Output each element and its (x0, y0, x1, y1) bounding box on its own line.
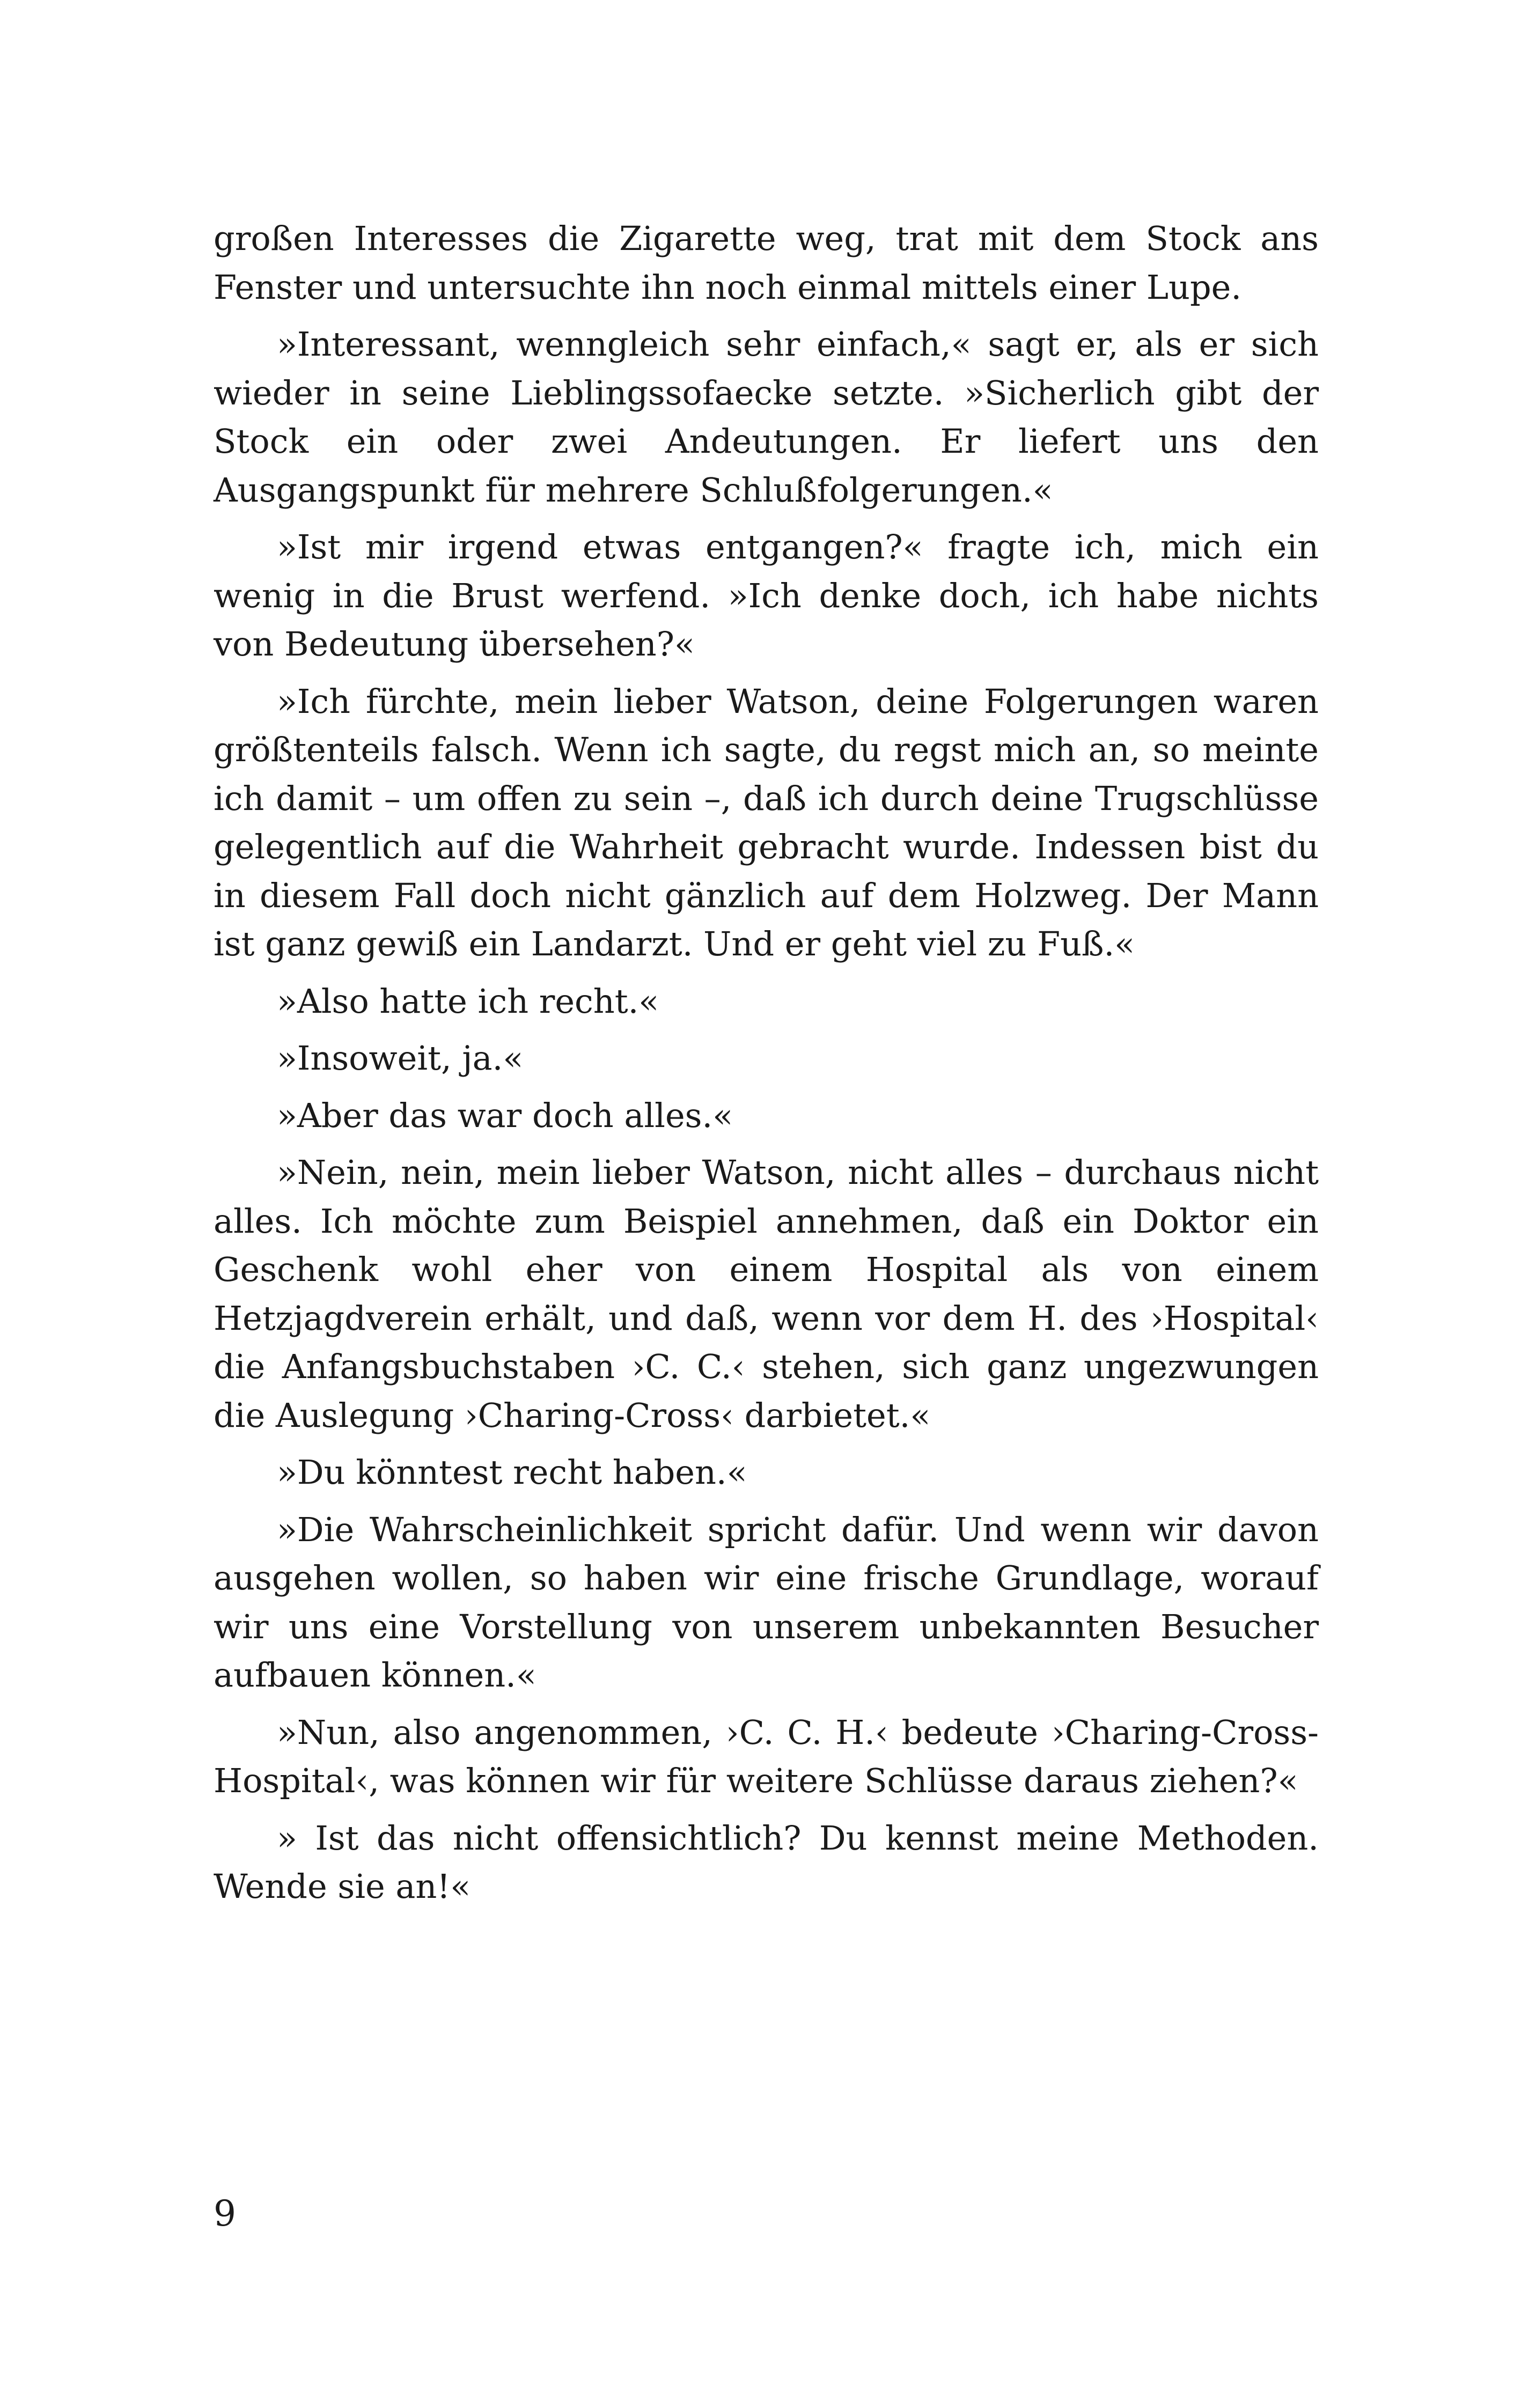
page-body (214, 215, 1319, 2146)
paragraph: »Also hatte ich recht.« (277, 981, 659, 1021)
paragraph: »Nun, also angenommen, ›C. C. H.‹ bedeute ›Charing-Cross-Hospital‹, was können wir für weitere Schlüsse daraus ziehen?« (214, 1712, 1319, 1800)
paragraph: » Ist das nicht offensichtlich? Du kennst meine Methoden. Wende sie an!« (214, 1818, 1319, 1906)
paragraph: »Ich fürchte, mein lieber Watson, deine Folgerungen waren größtenteils falsch. Wenn ich sagte, du regst mich an, so meinte ich damit – um offen zu sein –, daß ich durch deine Trugschlüsse gelegentlich auf die Wahrheit gebracht wurde. Indessen bist du in diesem Fall doch nicht gänzlich auf dem Holzweg. Der Mann ist ganz gewiß ein Landarzt. Und er geht viel zu Fuß.« (214, 681, 1319, 963)
paragraph: »Die Wahrscheinlichkeit spricht dafür. Und wenn wir davon ausgehen wollen, so haben wir eine frische Grundlage, worauf wir uns eine Vorstellung von unserem unbekannten Besucher aufbauen können.« (214, 1509, 1319, 1695)
paragraph: »Aber das war doch alles.« (277, 1095, 733, 1135)
paragraph: »Interessant, wenngleich sehr einfach,« sagt er, als er sich wieder in seine Lieblingssofaecke setzte. »Sicherlich gibt der Stock ein oder zwei Andeutungen. Er liefert uns den Ausgangspunkt für mehrere Schlußfolgerungen.« (214, 325, 1319, 510)
paragraph: »Nein, nein, mein lieber Watson, nicht alles – durchaus nicht alles. Ich möchte zum Beispiel annehmen, daß ein Doktor ein Geschenk wohl eher von einem Hospital als von einem Hetzjagdverein erhält, und daß, wenn vor dem H. des ›Hospital‹ die Anfangsbuchstaben ›C. C.‹ stehen, sich ganz ungezwungen die Auslegung ›Charing-Cross‹ darbietet.« (214, 1153, 1319, 1435)
paragraph: »Ist mir irgend etwas entgangen?« fragte ich, mich ein wenig in die Brust werfend. »Ich denke doch, ich habe nichts von Bedeutung übersehen?« (214, 527, 1319, 664)
paragraph: »Insoweit, ja.« (277, 1039, 524, 1078)
paragraph: großen Interesses die Zigarette weg, trat mit dem Stock ans Fenster und untersuchte ihn noch einmal mittels einer Lupe. (214, 219, 1319, 307)
paragraph: »Du könntest recht haben.« (277, 1453, 747, 1492)
page-number: 9 (214, 2193, 236, 2234)
